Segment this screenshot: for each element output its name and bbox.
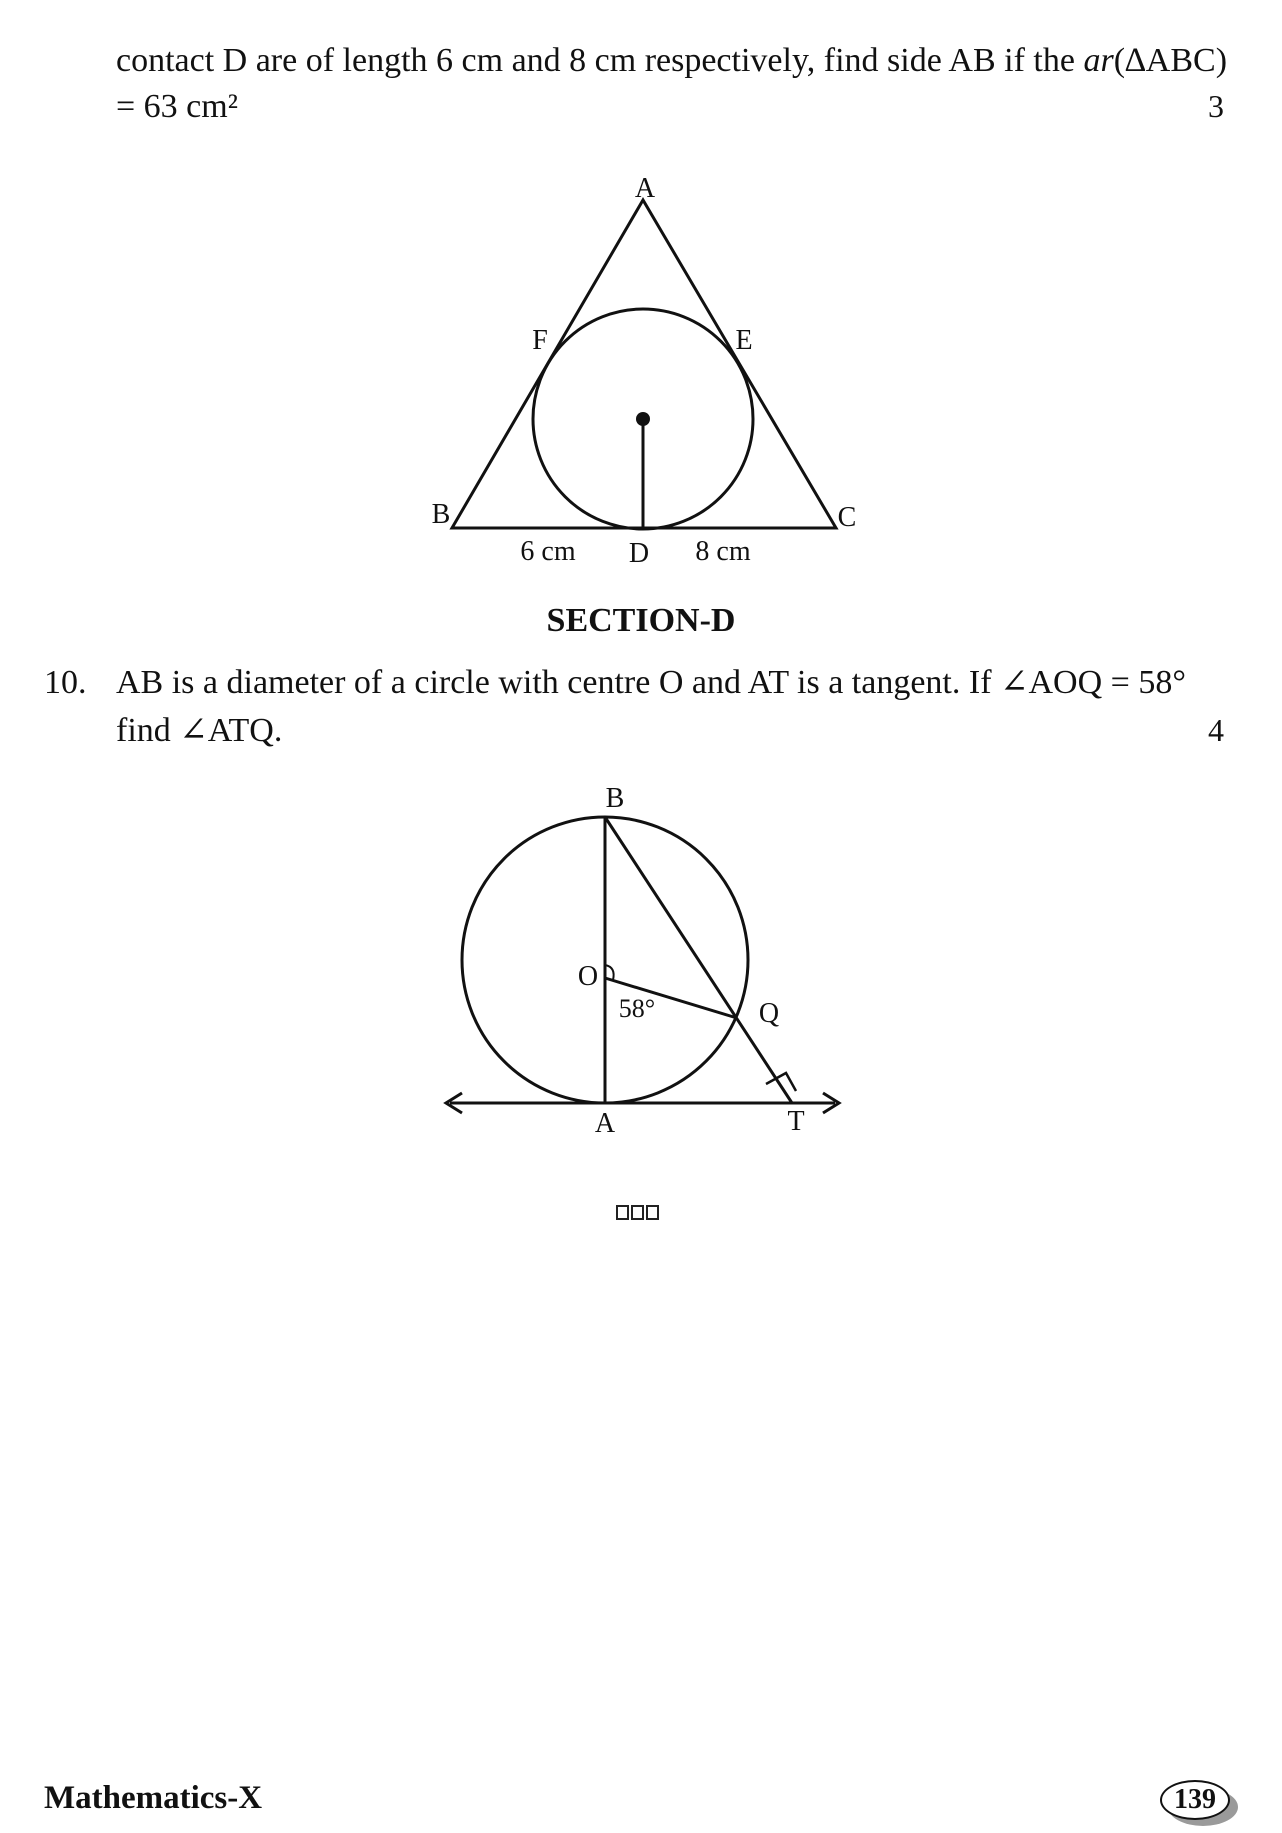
- q9-marks: 3: [1208, 88, 1224, 124]
- page-number-badge: [1160, 1780, 1238, 1824]
- fig1-length-dc: 8 cm: [695, 536, 751, 567]
- page-number: 139: [1160, 1780, 1230, 1820]
- fig1-label-d: D: [628, 538, 650, 569]
- fig1-label-a: A: [634, 173, 656, 204]
- incircle-centre: [636, 412, 650, 426]
- q9-line1-end: (∆ABC): [1113, 42, 1228, 79]
- q10-marks: 4: [1208, 712, 1224, 748]
- figure-circle-tangent: [0, 760, 1282, 1160]
- footer-title: Mathematics-X: [44, 1780, 263, 1816]
- fig1-label-c: C: [837, 502, 857, 533]
- q10-line1: AB is a diameter of a circle with centre O and AT is a tangent. If ∠AOQ = 58°: [116, 664, 1186, 701]
- fig2-label-t: T: [787, 1106, 805, 1137]
- end-ornament: [616, 1205, 661, 1225]
- fig1-length-bd: 6 cm: [520, 536, 576, 567]
- fig2-angle-label: 58°: [618, 994, 656, 1023]
- q10-number: 10.: [44, 664, 87, 701]
- figure-incircle-triangle: [0, 0, 1282, 620]
- fig1-label-e: E: [735, 325, 753, 356]
- fig1-label-b: B: [431, 499, 451, 530]
- q9-line2: = 63 cm²: [116, 88, 238, 125]
- section-heading: SECTION-D: [546, 602, 736, 639]
- fig2-label-o: O: [577, 961, 599, 992]
- q9-ar-italic: ar: [1083, 42, 1114, 79]
- fig2-label-b: B: [605, 783, 625, 814]
- fig2-label-q: Q: [758, 998, 780, 1029]
- q9-line1-text: contact D are of length 6 cm and 8 cm respectively, find side AB if the: [116, 42, 1084, 79]
- fig2-label-a: A: [594, 1108, 616, 1139]
- line-bt: [605, 817, 792, 1103]
- fig1-label-f: F: [532, 325, 548, 356]
- q10-line2: find ∠ATQ.: [116, 712, 283, 749]
